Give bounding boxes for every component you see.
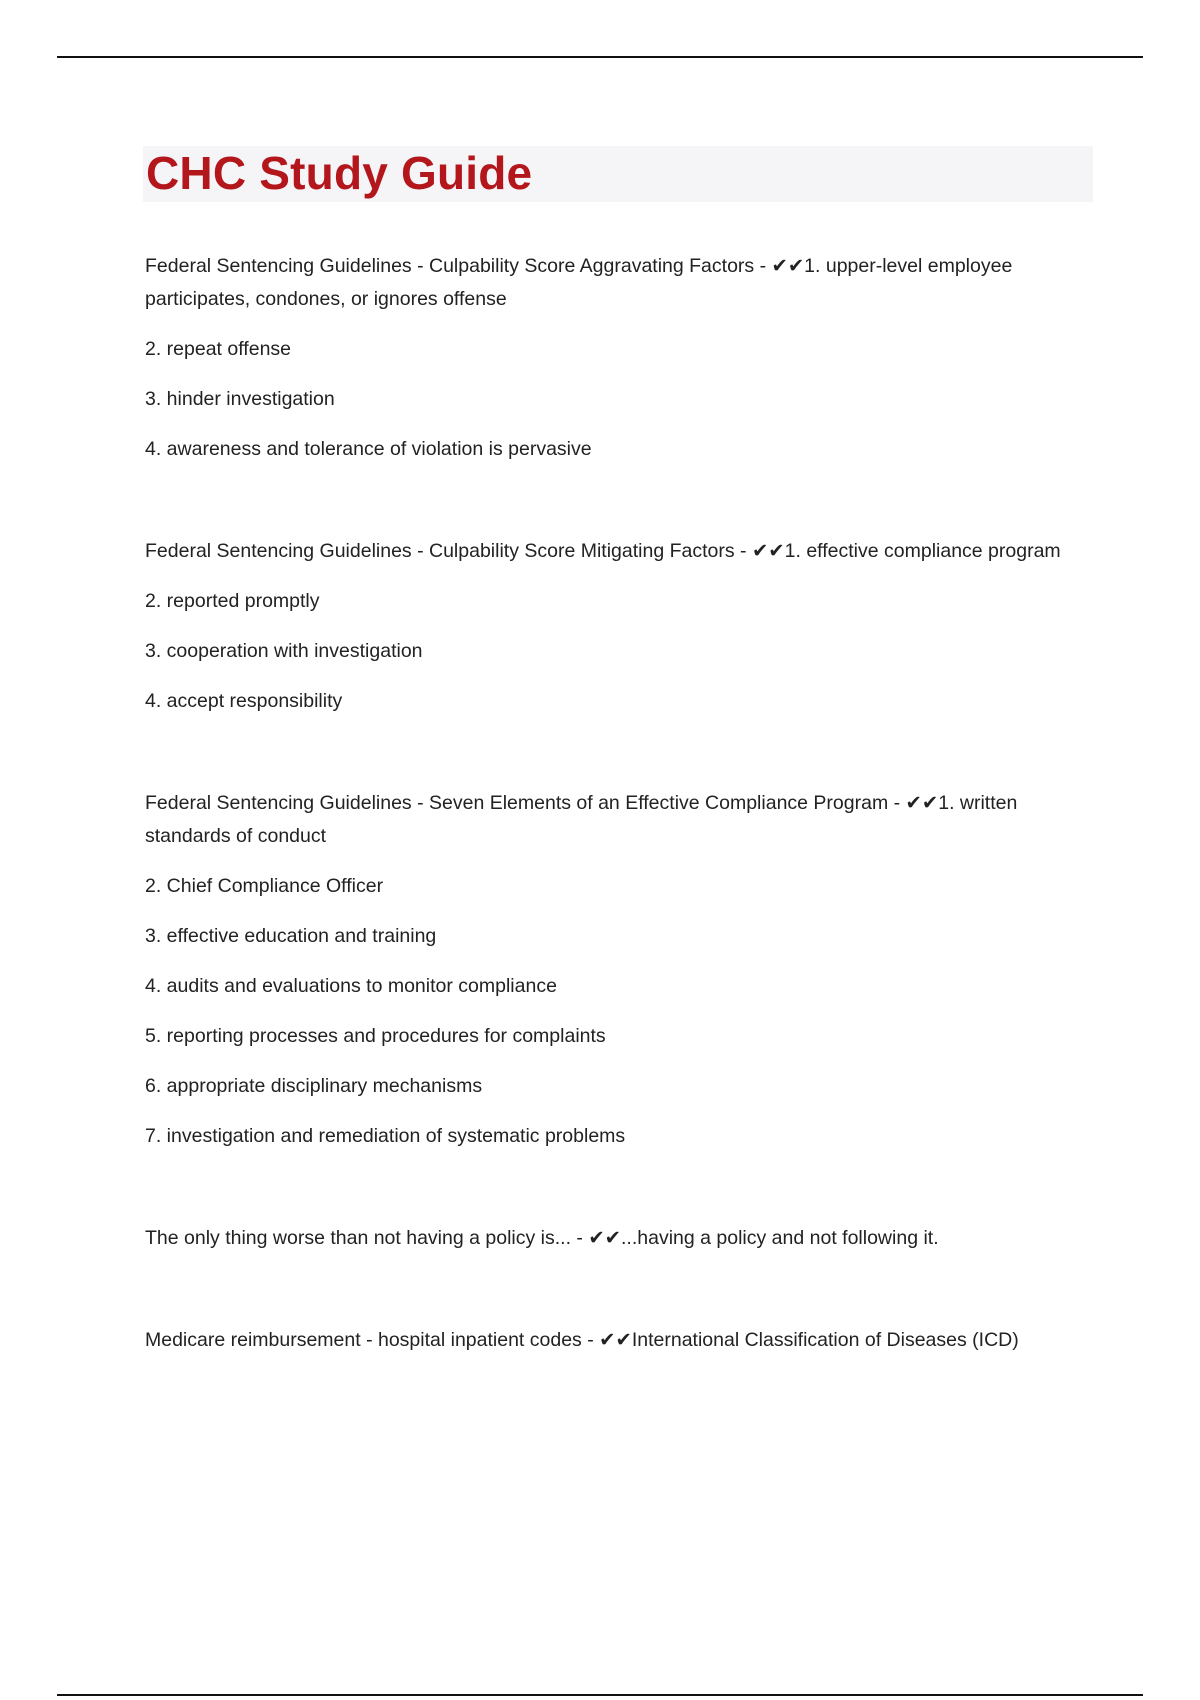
check-separator: - ✔✔	[888, 792, 939, 814]
entry-lead	[145, 1222, 1095, 1255]
qa-entry	[145, 1222, 1095, 1255]
entry-question: Federal Sentencing Guidelines - Culpability Score Aggravating Factors	[145, 255, 755, 277]
document-title: CHC Study Guide	[146, 147, 533, 199]
entry-answer-first: 1. effective compliance program	[784, 540, 1061, 562]
top-rule	[57, 56, 1143, 58]
answer-item: 3. cooperation with investigation	[145, 640, 423, 662]
entry-lead	[145, 1324, 1095, 1357]
check-separator: - ✔✔	[734, 540, 785, 562]
entry-lead	[145, 535, 1095, 568]
entry-answer-first: 1. upper-level employee participates, condones, or ignores offense	[145, 255, 1013, 310]
check-separator: - ✔✔	[571, 1227, 622, 1249]
bottom-rule	[57, 1694, 1143, 1696]
entry-question: Medicare reimbursement - hospital inpatient codes	[145, 1329, 582, 1351]
answer-item: 2. reported promptly	[145, 590, 320, 612]
answer-item: 4. accept responsibility	[145, 690, 343, 712]
answer-item: 2. repeat offense	[145, 338, 292, 360]
answer-item: 3. effective education and training	[145, 925, 437, 947]
entry-question: Federal Sentencing Guidelines - Seven Elements of an Effective Compliance Program	[145, 792, 889, 814]
document-body	[145, 250, 1095, 1357]
entry-answer-first: ...having a policy and not following it.	[621, 1227, 939, 1249]
qa-entry	[145, 250, 1095, 466]
entry-lead	[145, 250, 1095, 316]
answer-item: 7. investigation and remediation of systematic problems	[145, 1125, 626, 1147]
answer-item: 2. Chief Compliance Officer	[145, 875, 384, 897]
qa-entry	[145, 1324, 1095, 1357]
entry-lead	[145, 787, 1095, 853]
entry-question: The only thing worse than not having a policy is...	[145, 1227, 571, 1249]
answer-item: 5. reporting processes and procedures for complaints	[145, 1025, 606, 1047]
check-separator: - ✔✔	[754, 255, 805, 277]
entry-answer-first: 1. written standards of conduct	[145, 792, 1018, 847]
entry-answer-first: International Classification of Diseases (ICD)	[631, 1329, 1019, 1351]
answer-item: 6. appropriate disciplinary mechanisms	[145, 1075, 483, 1097]
qa-entry	[145, 787, 1095, 1153]
qa-entry	[145, 535, 1095, 718]
entry-question: Federal Sentencing Guidelines - Culpability Score Mitigating Factors	[145, 540, 735, 562]
check-separator: - ✔✔	[581, 1329, 632, 1351]
answer-item: 3. hinder investigation	[145, 388, 335, 410]
answer-item: 4. awareness and tolerance of violation is pervasive	[145, 438, 592, 460]
answer-item: 4. audits and evaluations to monitor compliance	[145, 975, 557, 997]
